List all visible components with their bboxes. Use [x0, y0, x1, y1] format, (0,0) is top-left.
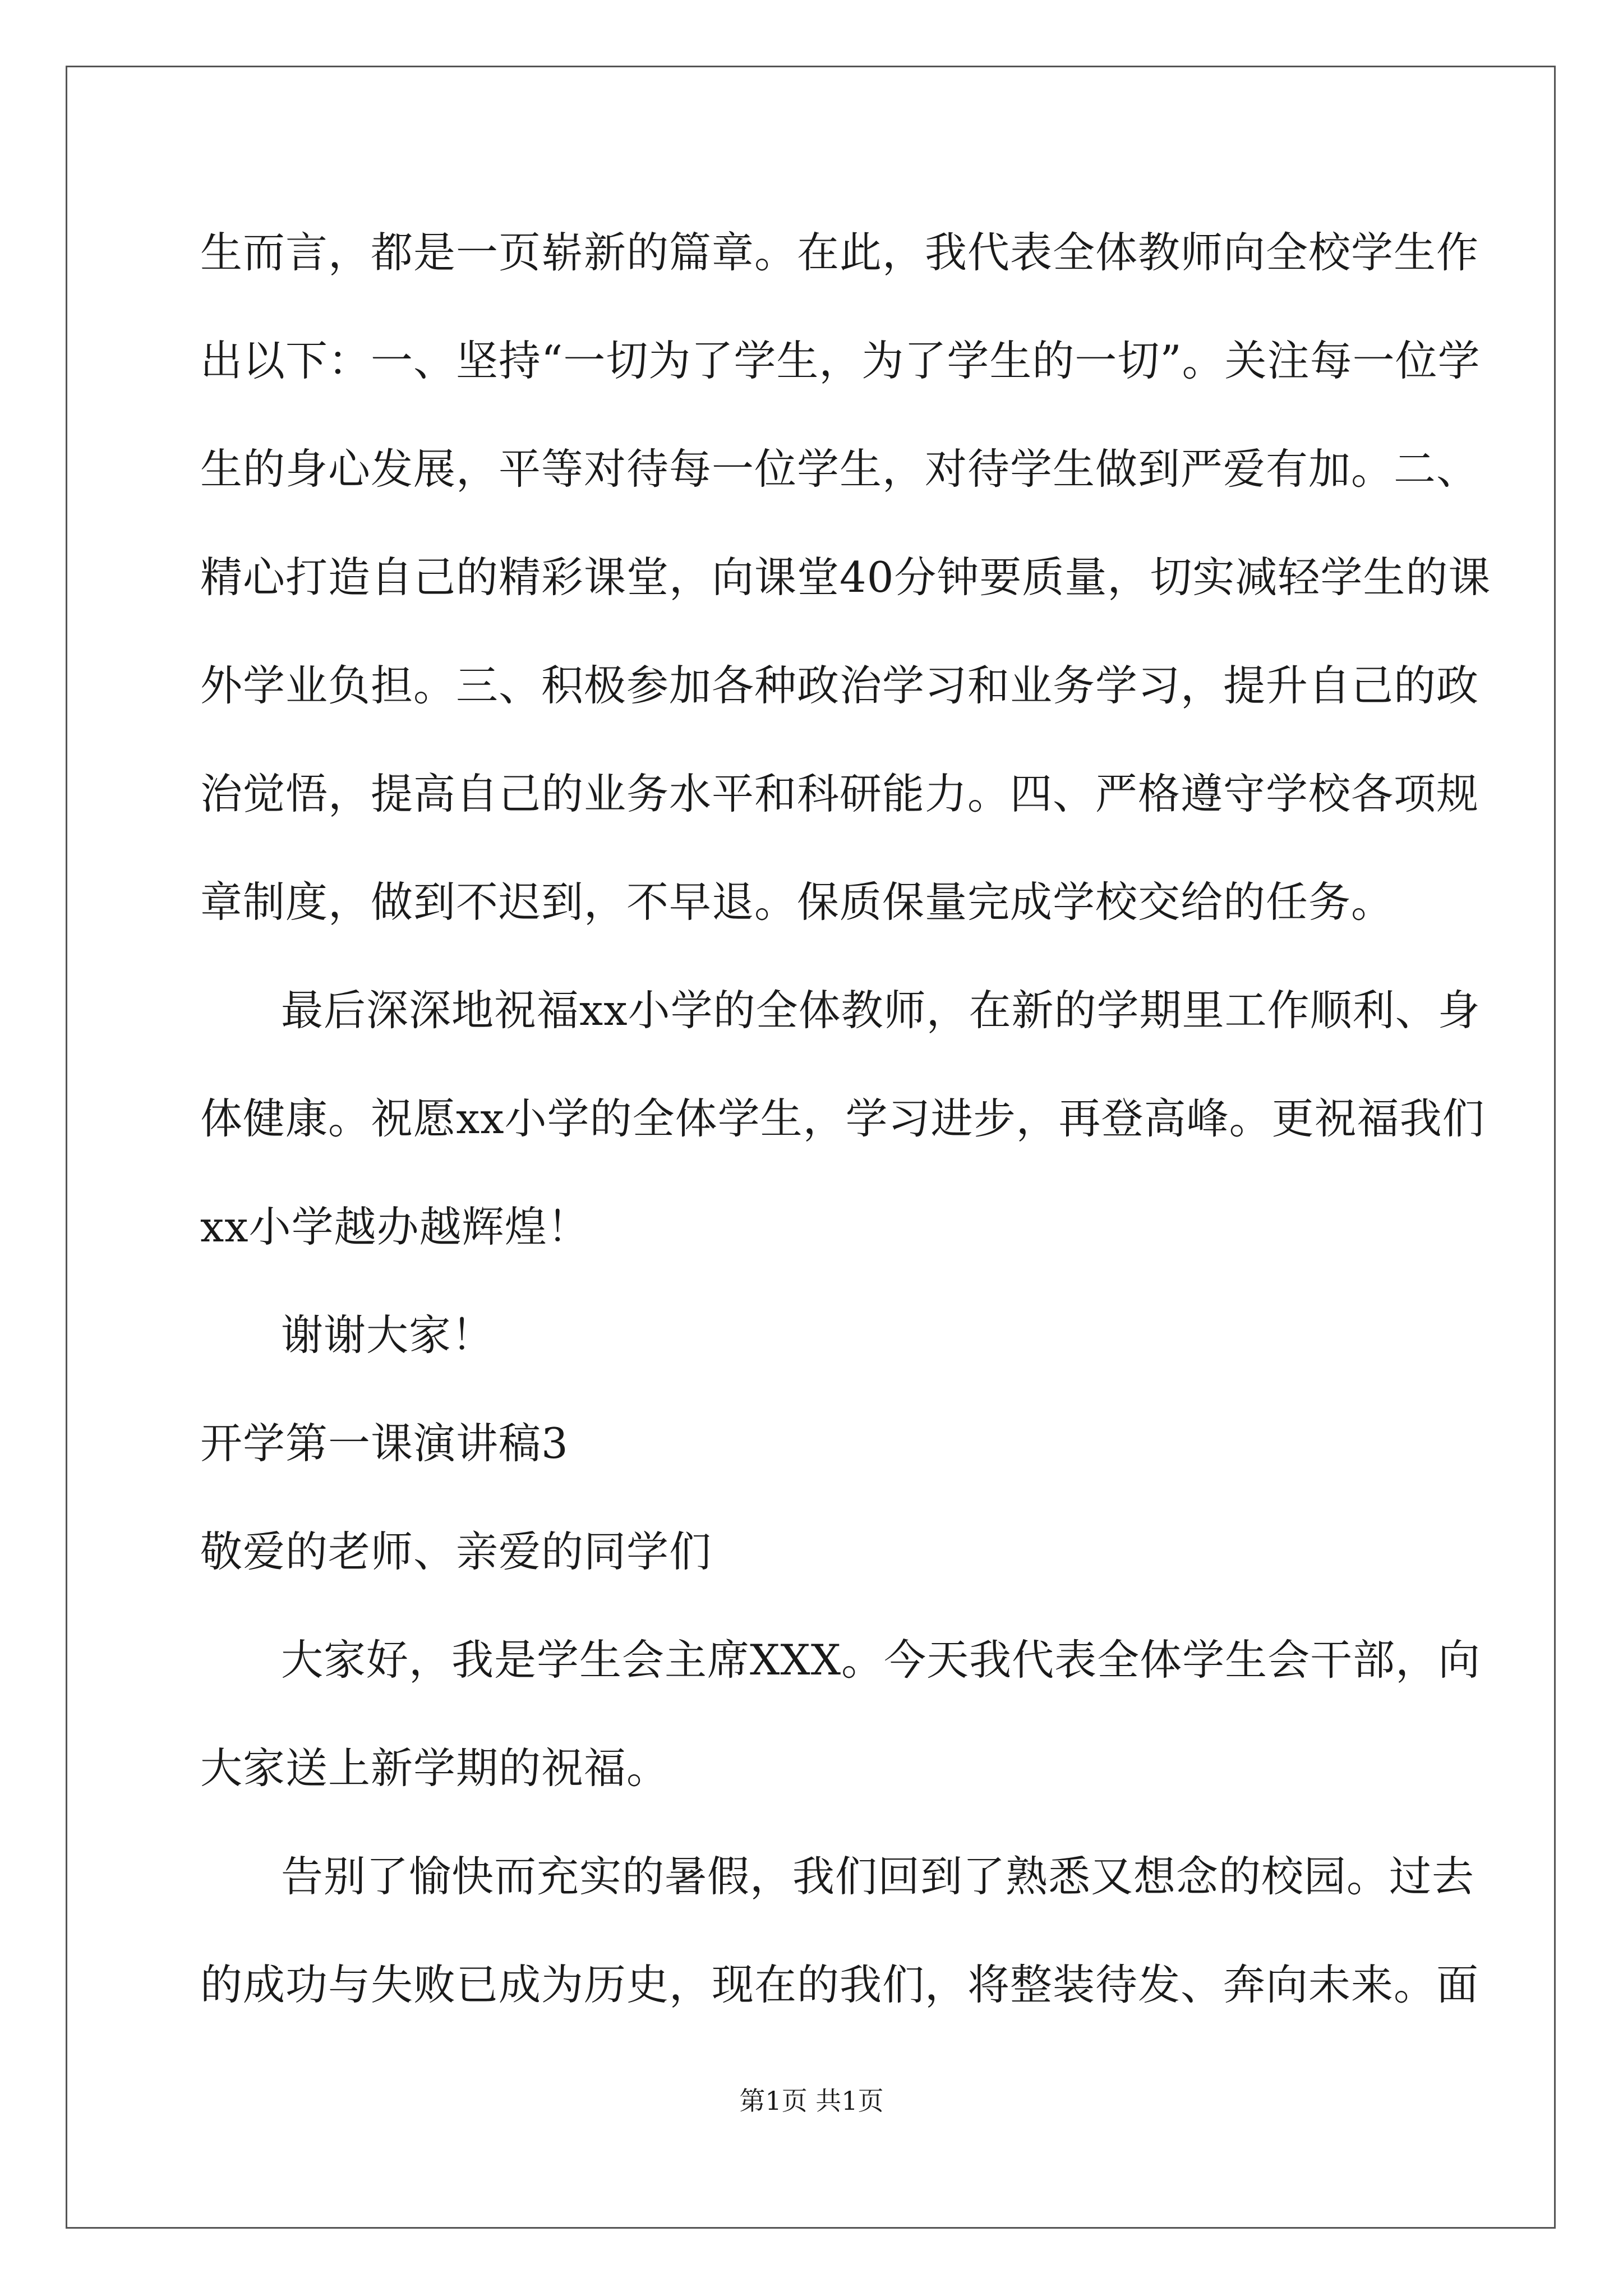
thanks-line: 谢谢大家！ — [281, 1310, 495, 1360]
body-line-8: 最后深深地祝福xx小学的全体教师，在新的学期里工作顺利、身 — [281, 986, 1481, 1035]
body-line-2: 出以下：一、坚持“一切为了学生，为了学生的一切”。关注每一位学 — [200, 336, 1481, 385]
body-line-6: 治觉悟，提高自己的业务水平和科研能力。四、严格遵守学校各项规 — [200, 769, 1479, 818]
body-line-4: 精心打造自己的精彩课堂，向课堂40分钟要质量，切实减轻学生的课 — [200, 553, 1491, 602]
body-line-15: 大家送上新学期的祝福。 — [200, 1743, 670, 1793]
salutation: 敬爱的老师、亲爱的同学们 — [200, 1527, 712, 1576]
body-line-7: 章制度，做到不迟到，不早退。保质保量完成学校交给的任务。 — [200, 877, 1394, 927]
body-line-9: 体健康。祝愿xx小学的全体学生，学习进步，再登高峰。更祝福我们 — [200, 1094, 1485, 1143]
body-line-14: 大家好，我是学生会主席XXX。今天我代表全体学生会干部，向 — [281, 1635, 1481, 1685]
body-line-3: 生的身心发展，平等对待每一位学生，对待学生做到严爱有加。二、 — [200, 444, 1479, 494]
body-line-5: 外学业负担。三、积极参加各种政治学习和业务学习，提升自己的政 — [200, 661, 1479, 710]
section-title: 开学第一课演讲稿3 — [200, 1419, 569, 1468]
body-line-10: xx小学越办越辉煌！ — [200, 1202, 590, 1251]
body-line-17: 的成功与失败已成为历史，现在的我们，将整装待发、奔向未来。面 — [200, 1960, 1479, 2009]
body-line-16: 告别了愉快而充实的暑假，我们回到了熟悉又想念的校园。过去 — [281, 1852, 1475, 1901]
body-line-1: 生而言，都是一页崭新的篇章。在此，我代表全体教师向全校学生作 — [200, 228, 1479, 277]
page-number-footer: 第1页 共1页 — [739, 2086, 884, 2116]
